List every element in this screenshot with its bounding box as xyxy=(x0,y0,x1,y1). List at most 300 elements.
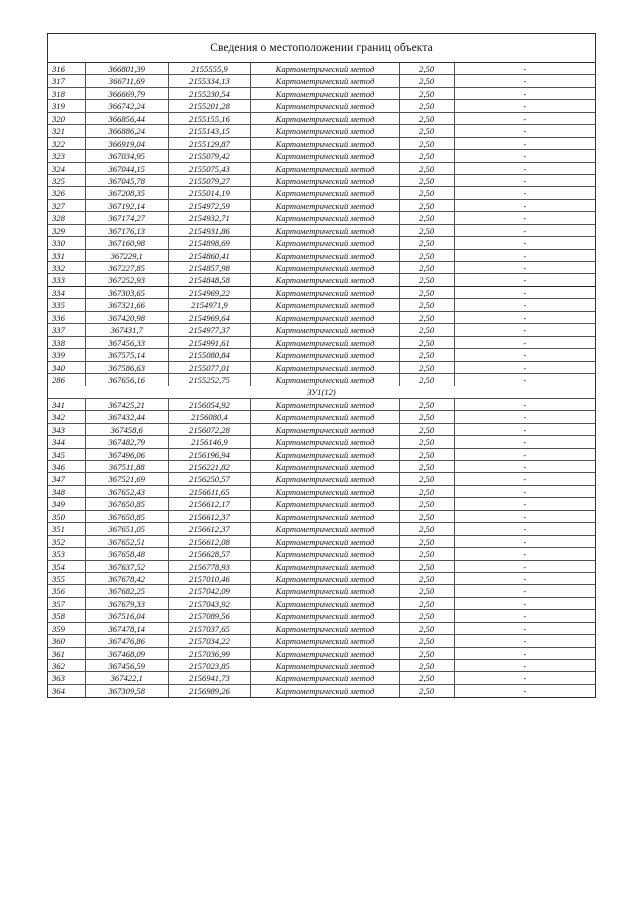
method-cell: Картометрический метод xyxy=(251,212,399,223)
y-coordinate-cell: 2154991,61 xyxy=(169,337,252,348)
note-cell: - xyxy=(523,399,527,410)
y-coordinate-cell: 2155252,75 xyxy=(169,374,252,386)
method-cell: Картометрический метод xyxy=(251,473,399,484)
x-coordinate-cell: 367478,14 xyxy=(86,623,169,634)
note-cell: - xyxy=(523,374,527,385)
point-number-cell: 356 xyxy=(48,585,86,596)
point-number-cell: 327 xyxy=(48,200,86,211)
table-row xyxy=(48,262,595,274)
method-cell: Картометрический метод xyxy=(251,374,399,386)
accuracy-cell: 2,50 xyxy=(400,610,455,621)
point-number-cell: 320 xyxy=(48,113,86,124)
note-cell: - xyxy=(523,263,527,273)
y-coordinate-cell: 2155077,01 xyxy=(169,362,252,373)
y-coordinate-cell: 2156612,17 xyxy=(169,498,252,509)
y-coordinate-cell: 2156146,9 xyxy=(169,436,252,447)
method-cell: Картометрический метод xyxy=(251,449,399,460)
x-coordinate-cell: 367034,95 xyxy=(86,150,169,161)
accuracy-cell: 2,50 xyxy=(400,138,455,149)
accuracy-cell: 2,50 xyxy=(400,648,455,659)
x-coordinate-cell: 367227,85 xyxy=(86,262,169,273)
note-cell: - xyxy=(523,486,527,497)
y-coordinate-cell: 2154977,37 xyxy=(169,324,252,335)
y-coordinate-cell: 2157042,09 xyxy=(169,585,252,596)
point-number-cell: 340 xyxy=(48,362,86,373)
x-coordinate-cell: 367511,88 xyxy=(86,461,169,472)
y-coordinate-cell: 2156941,73 xyxy=(169,672,252,683)
x-coordinate-cell: 366856,44 xyxy=(86,113,169,124)
point-number-cell: 346 xyxy=(48,461,86,472)
note-cell: - xyxy=(523,325,527,336)
y-coordinate-cell: 2156628,57 xyxy=(169,548,252,559)
point-number-cell: 338 xyxy=(48,337,86,348)
note-cell: - xyxy=(523,598,527,609)
table-row xyxy=(48,610,595,622)
table-row xyxy=(48,225,595,237)
accuracy-cell: 2,50 xyxy=(400,312,455,323)
point-number-cell: 360 xyxy=(48,635,86,646)
table-row xyxy=(48,449,595,461)
method-cell: Картометрический метод xyxy=(251,88,399,99)
y-coordinate-cell: 2157043,92 xyxy=(169,598,252,609)
x-coordinate-cell: 367496,06 xyxy=(86,449,169,460)
accuracy-cell: 2,50 xyxy=(400,250,455,261)
accuracy-cell: 2,50 xyxy=(400,449,455,460)
table-row xyxy=(48,138,595,150)
y-coordinate-cell: 2155014,19 xyxy=(169,187,252,198)
x-coordinate-cell: 367321,66 xyxy=(86,299,169,310)
y-coordinate-cell: 2157037,65 xyxy=(169,623,252,634)
x-coordinate-cell: 367044,15 xyxy=(86,163,169,174)
accuracy-cell: 2,50 xyxy=(400,561,455,572)
point-number-cell: 326 xyxy=(48,187,86,198)
y-coordinate-cell: 2156054,92 xyxy=(169,399,252,410)
point-number-cell: 357 xyxy=(48,598,86,609)
method-cell: Картометрический метод xyxy=(251,672,399,683)
table-row xyxy=(48,523,595,535)
table-row xyxy=(48,486,595,498)
accuracy-cell: 2,50 xyxy=(400,163,455,174)
y-coordinate-cell: 2155334,13 xyxy=(169,75,252,86)
point-number-cell: 345 xyxy=(48,449,86,460)
x-coordinate-cell: 367468,09 xyxy=(86,648,169,659)
y-coordinate-cell: 2155080,84 xyxy=(169,349,252,360)
x-coordinate-cell: 367176,13 xyxy=(86,225,169,236)
method-cell: Картометрический метод xyxy=(251,561,399,572)
x-coordinate-cell: 367586,63 xyxy=(86,362,169,373)
table-row xyxy=(48,473,595,485)
table-row xyxy=(48,349,595,361)
y-coordinate-cell: 2156778,93 xyxy=(169,561,252,572)
point-number-cell: 286 xyxy=(48,374,86,386)
method-cell: Картометрический метод xyxy=(251,424,399,435)
y-coordinate-cell: 2156080,4 xyxy=(169,411,252,422)
method-cell: Картометрический метод xyxy=(251,225,399,236)
note-cell: - xyxy=(523,275,527,286)
accuracy-cell: 2,50 xyxy=(400,623,455,634)
note-cell: - xyxy=(523,250,527,261)
point-number-cell: 344 xyxy=(48,436,86,447)
y-coordinate-cell: 2156250,57 xyxy=(169,473,252,484)
y-coordinate-cell: 2156072,28 xyxy=(169,424,252,435)
note-cell: - xyxy=(523,437,527,448)
note-cell: - xyxy=(523,462,527,472)
x-coordinate-cell: 367422,1 xyxy=(86,672,169,683)
point-number-cell: 318 xyxy=(48,88,86,99)
method-cell: Картометрический метод xyxy=(251,312,399,323)
note-cell: - xyxy=(523,536,527,547)
point-number-cell: 335 xyxy=(48,299,86,310)
note-cell: - xyxy=(523,225,527,236)
x-coordinate-cell: 367192,14 xyxy=(86,200,169,211)
x-coordinate-cell: 367208,35 xyxy=(86,187,169,198)
note-cell: - xyxy=(523,362,527,373)
table-row xyxy=(48,536,595,548)
table-row xyxy=(48,436,595,448)
note-cell: - xyxy=(523,300,527,311)
y-coordinate-cell: 2154848,58 xyxy=(169,274,252,285)
x-coordinate-cell: 367656,16 xyxy=(86,374,169,386)
table-row xyxy=(48,150,595,162)
table-row xyxy=(48,498,595,510)
accuracy-cell: 2,50 xyxy=(400,585,455,596)
point-number-cell: 352 xyxy=(48,536,86,547)
method-cell: Картометрический метод xyxy=(251,100,399,111)
table-row xyxy=(48,63,595,75)
method-cell: Картометрический метод xyxy=(251,250,399,261)
note-cell: - xyxy=(523,312,527,323)
note-cell: - xyxy=(523,511,527,522)
note-cell: - xyxy=(523,636,527,647)
y-coordinate-cell: 2154932,71 xyxy=(169,212,252,223)
x-coordinate-cell: 367652,43 xyxy=(86,486,169,497)
method-cell: Картометрический метод xyxy=(251,610,399,621)
accuracy-cell: 2,50 xyxy=(400,225,455,236)
point-number-cell: 316 xyxy=(48,63,86,74)
method-cell: Картометрический метод xyxy=(251,461,399,472)
x-coordinate-cell: 367456,59 xyxy=(86,660,169,671)
point-number-cell: 359 xyxy=(48,623,86,634)
table-row xyxy=(48,274,595,286)
x-coordinate-cell: 367229,1 xyxy=(86,250,169,261)
table-body-group-2 xyxy=(48,399,595,698)
accuracy-cell: 2,50 xyxy=(400,660,455,671)
y-coordinate-cell: 2155075,43 xyxy=(169,163,252,174)
accuracy-cell: 2,50 xyxy=(400,187,455,198)
method-cell: Картометрический метод xyxy=(251,175,399,186)
note-cell: - xyxy=(523,573,527,584)
accuracy-cell: 2,50 xyxy=(400,573,455,584)
accuracy-cell: 2,50 xyxy=(400,125,455,136)
accuracy-cell: 2,50 xyxy=(400,299,455,310)
note-cell: - xyxy=(523,163,527,174)
accuracy-cell: 2,50 xyxy=(400,237,455,248)
point-number-cell: 336 xyxy=(48,312,86,323)
x-coordinate-cell: 367482,79 xyxy=(86,436,169,447)
method-cell: Картометрический метод xyxy=(251,635,399,646)
note-cell: - xyxy=(523,287,527,298)
table-row xyxy=(48,200,595,212)
note-cell: - xyxy=(523,188,527,199)
accuracy-cell: 2,50 xyxy=(400,212,455,223)
x-coordinate-cell: 367431,7 xyxy=(86,324,169,335)
method-cell: Картометрический метод xyxy=(251,399,399,410)
accuracy-cell: 2,50 xyxy=(400,175,455,186)
accuracy-cell: 2,50 xyxy=(400,200,455,211)
method-cell: Картометрический метод xyxy=(251,75,399,86)
table-row xyxy=(48,163,595,175)
note-cell: - xyxy=(523,64,527,74)
table-row xyxy=(48,561,595,573)
note-cell: - xyxy=(523,524,527,535)
x-coordinate-cell: 367160,98 xyxy=(86,237,169,248)
point-number-cell: 350 xyxy=(48,511,86,522)
table-row xyxy=(48,88,595,100)
table-row xyxy=(48,548,595,560)
accuracy-cell: 2,50 xyxy=(400,635,455,646)
method-cell: Картометрический метод xyxy=(251,548,399,559)
y-coordinate-cell: 2156612,37 xyxy=(169,523,252,534)
accuracy-cell: 2,50 xyxy=(400,523,455,534)
point-number-cell: 351 xyxy=(48,523,86,534)
point-number-cell: 332 xyxy=(48,262,86,273)
accuracy-cell: 2,50 xyxy=(400,113,455,124)
accuracy-cell: 2,50 xyxy=(400,461,455,472)
table-row xyxy=(48,312,595,324)
note-cell: - xyxy=(523,200,527,211)
method-cell: Картометрический метод xyxy=(251,299,399,310)
point-number-cell: 364 xyxy=(48,685,86,697)
method-cell: Картометрический метод xyxy=(251,349,399,360)
note-cell: - xyxy=(523,561,527,572)
table-row xyxy=(48,187,595,199)
x-coordinate-cell: 367476,86 xyxy=(86,635,169,646)
note-cell: - xyxy=(523,213,527,224)
note-cell: - xyxy=(523,673,527,684)
table-row xyxy=(48,113,595,125)
point-number-cell: 339 xyxy=(48,349,86,360)
table-row xyxy=(48,648,595,660)
method-cell: Картометрический метод xyxy=(251,573,399,584)
y-coordinate-cell: 2154860,41 xyxy=(169,250,252,261)
accuracy-cell: 2,50 xyxy=(400,511,455,522)
note-cell: - xyxy=(523,138,527,149)
x-coordinate-cell: 366801,39 xyxy=(86,63,169,74)
method-cell: Картометрический метод xyxy=(251,486,399,497)
method-cell: Картометрический метод xyxy=(251,660,399,671)
accuracy-cell: 2,50 xyxy=(400,287,455,298)
accuracy-cell: 2,50 xyxy=(400,486,455,497)
point-number-cell: 349 xyxy=(48,498,86,509)
method-cell: Картометрический метод xyxy=(251,274,399,285)
point-number-cell: 354 xyxy=(48,561,86,572)
accuracy-cell: 2,50 xyxy=(400,100,455,111)
accuracy-cell: 2,50 xyxy=(400,150,455,161)
table-row xyxy=(48,635,595,647)
note-cell: - xyxy=(523,175,527,186)
method-cell: Картометрический метод xyxy=(251,511,399,522)
note-cell: - xyxy=(523,350,527,361)
x-coordinate-cell: 367456,33 xyxy=(86,337,169,348)
x-coordinate-cell: 367303,65 xyxy=(86,287,169,298)
method-cell: Картометрический метод xyxy=(251,685,399,697)
point-number-cell: 328 xyxy=(48,212,86,223)
note-cell: - xyxy=(523,549,527,560)
y-coordinate-cell: 2154898,69 xyxy=(169,237,252,248)
x-coordinate-cell: 367521,69 xyxy=(86,473,169,484)
table-row xyxy=(48,399,595,411)
y-coordinate-cell: 2154931,86 xyxy=(169,225,252,236)
table-body-group-1 xyxy=(48,63,595,386)
note-cell: - xyxy=(523,474,527,485)
table-row xyxy=(48,374,595,386)
table-row xyxy=(48,424,595,436)
method-cell: Картометрический метод xyxy=(251,125,399,136)
x-coordinate-cell: 367174,27 xyxy=(86,212,169,223)
x-coordinate-cell: 367637,52 xyxy=(86,561,169,572)
table-row xyxy=(48,75,595,87)
x-coordinate-cell: 367658,48 xyxy=(86,548,169,559)
y-coordinate-cell: 2155129,87 xyxy=(169,138,252,149)
note-cell: - xyxy=(523,685,527,696)
table-title: Сведения о местоположении границ объекта xyxy=(48,34,595,63)
point-number-cell: 348 xyxy=(48,486,86,497)
table-row xyxy=(48,337,595,349)
method-cell: Картометрический метод xyxy=(251,324,399,335)
table-row xyxy=(48,125,595,137)
note-cell: - xyxy=(523,337,527,348)
point-number-cell: 330 xyxy=(48,237,86,248)
note-cell: - xyxy=(523,88,527,99)
point-number-cell: 319 xyxy=(48,100,86,111)
accuracy-cell: 2,50 xyxy=(400,399,455,410)
x-coordinate-cell: 366742,24 xyxy=(86,100,169,111)
table-row xyxy=(48,573,595,585)
accuracy-cell: 2,50 xyxy=(400,349,455,360)
note-cell: - xyxy=(523,113,527,124)
x-coordinate-cell: 367678,42 xyxy=(86,573,169,584)
y-coordinate-cell: 2154969,22 xyxy=(169,287,252,298)
y-coordinate-cell: 2156612,37 xyxy=(169,511,252,522)
y-coordinate-cell: 2157023,85 xyxy=(169,660,252,671)
x-coordinate-cell: 367650,85 xyxy=(86,511,169,522)
point-number-cell: 323 xyxy=(48,150,86,161)
accuracy-cell: 2,50 xyxy=(400,63,455,74)
y-coordinate-cell: 2154971,9 xyxy=(169,299,252,310)
method-cell: Картометрический метод xyxy=(251,585,399,596)
table-row xyxy=(48,250,595,262)
point-number-cell: 342 xyxy=(48,411,86,422)
accuracy-cell: 2,50 xyxy=(400,536,455,547)
y-coordinate-cell: 2155155,16 xyxy=(169,113,252,124)
y-coordinate-cell: 2156611,65 xyxy=(169,486,252,497)
point-number-cell: 317 xyxy=(48,75,86,86)
table-row xyxy=(48,175,595,187)
accuracy-cell: 2,50 xyxy=(400,473,455,484)
table-row xyxy=(48,362,595,374)
section-row xyxy=(48,386,595,398)
note-cell: - xyxy=(523,424,527,435)
accuracy-cell: 2,50 xyxy=(400,274,455,285)
accuracy-cell: 2,50 xyxy=(400,337,455,348)
y-coordinate-cell: 2155079,42 xyxy=(169,150,252,161)
y-coordinate-cell: 2157089,56 xyxy=(169,610,252,621)
x-coordinate-cell: 367650,85 xyxy=(86,498,169,509)
method-cell: Картометрический метод xyxy=(251,598,399,609)
method-cell: Картометрический метод xyxy=(251,623,399,634)
x-coordinate-cell: 366711,69 xyxy=(86,75,169,86)
method-cell: Картометрический метод xyxy=(251,436,399,447)
table-row xyxy=(48,660,595,672)
x-coordinate-cell: 367679,33 xyxy=(86,598,169,609)
accuracy-cell: 2,50 xyxy=(400,436,455,447)
table-row xyxy=(48,212,595,224)
point-number-cell: 347 xyxy=(48,473,86,484)
table-row xyxy=(48,299,595,311)
point-number-cell: 361 xyxy=(48,648,86,659)
x-coordinate-cell: 366669,79 xyxy=(86,88,169,99)
method-cell: Картометрический метод xyxy=(251,262,399,273)
point-number-cell: 333 xyxy=(48,274,86,285)
point-number-cell: 329 xyxy=(48,225,86,236)
method-cell: Картометрический метод xyxy=(251,337,399,348)
y-coordinate-cell: 2156989,26 xyxy=(169,685,252,697)
accuracy-cell: 2,50 xyxy=(400,75,455,86)
y-coordinate-cell: 2155079,27 xyxy=(169,175,252,186)
method-cell: Картометрический метод xyxy=(251,63,399,74)
table-row xyxy=(48,623,595,635)
x-coordinate-cell: 367045,78 xyxy=(86,175,169,186)
point-number-cell: 325 xyxy=(48,175,86,186)
section-label: ЗУ1(12) xyxy=(307,387,336,398)
method-cell: Картометрический метод xyxy=(251,287,399,298)
accuracy-cell: 2,50 xyxy=(400,88,455,99)
table-row xyxy=(48,411,595,423)
x-coordinate-cell: 367425,21 xyxy=(86,399,169,410)
y-coordinate-cell: 2154857,98 xyxy=(169,262,252,273)
point-number-cell: 324 xyxy=(48,163,86,174)
method-cell: Картометрический метод xyxy=(251,411,399,422)
accuracy-cell: 2,50 xyxy=(400,424,455,435)
y-coordinate-cell: 2154969,64 xyxy=(169,312,252,323)
y-coordinate-cell: 2156221,82 xyxy=(169,461,252,472)
x-coordinate-cell: 367458,6 xyxy=(86,424,169,435)
accuracy-cell: 2,50 xyxy=(400,262,455,273)
x-coordinate-cell: 367309,58 xyxy=(86,685,169,697)
point-number-cell: 358 xyxy=(48,610,86,621)
x-coordinate-cell: 367575,14 xyxy=(86,349,169,360)
note-cell: - xyxy=(523,611,527,622)
point-number-cell: 355 xyxy=(48,573,86,584)
table-row xyxy=(48,100,595,112)
note-cell: - xyxy=(523,623,527,634)
accuracy-cell: 2,50 xyxy=(400,685,455,697)
table-row xyxy=(48,511,595,523)
note-cell: - xyxy=(523,126,527,137)
y-coordinate-cell: 2155201,28 xyxy=(169,100,252,111)
accuracy-cell: 2,50 xyxy=(400,411,455,422)
point-number-cell: 331 xyxy=(48,250,86,261)
method-cell: Картометрический метод xyxy=(251,498,399,509)
point-number-cell: 322 xyxy=(48,138,86,149)
method-cell: Картометрический метод xyxy=(251,113,399,124)
accuracy-cell: 2,50 xyxy=(400,324,455,335)
method-cell: Картометрический метод xyxy=(251,362,399,373)
x-coordinate-cell: 367651,05 xyxy=(86,523,169,534)
x-coordinate-cell: 366886,24 xyxy=(86,125,169,136)
point-number-cell: 363 xyxy=(48,672,86,683)
x-coordinate-cell: 367252,93 xyxy=(86,274,169,285)
